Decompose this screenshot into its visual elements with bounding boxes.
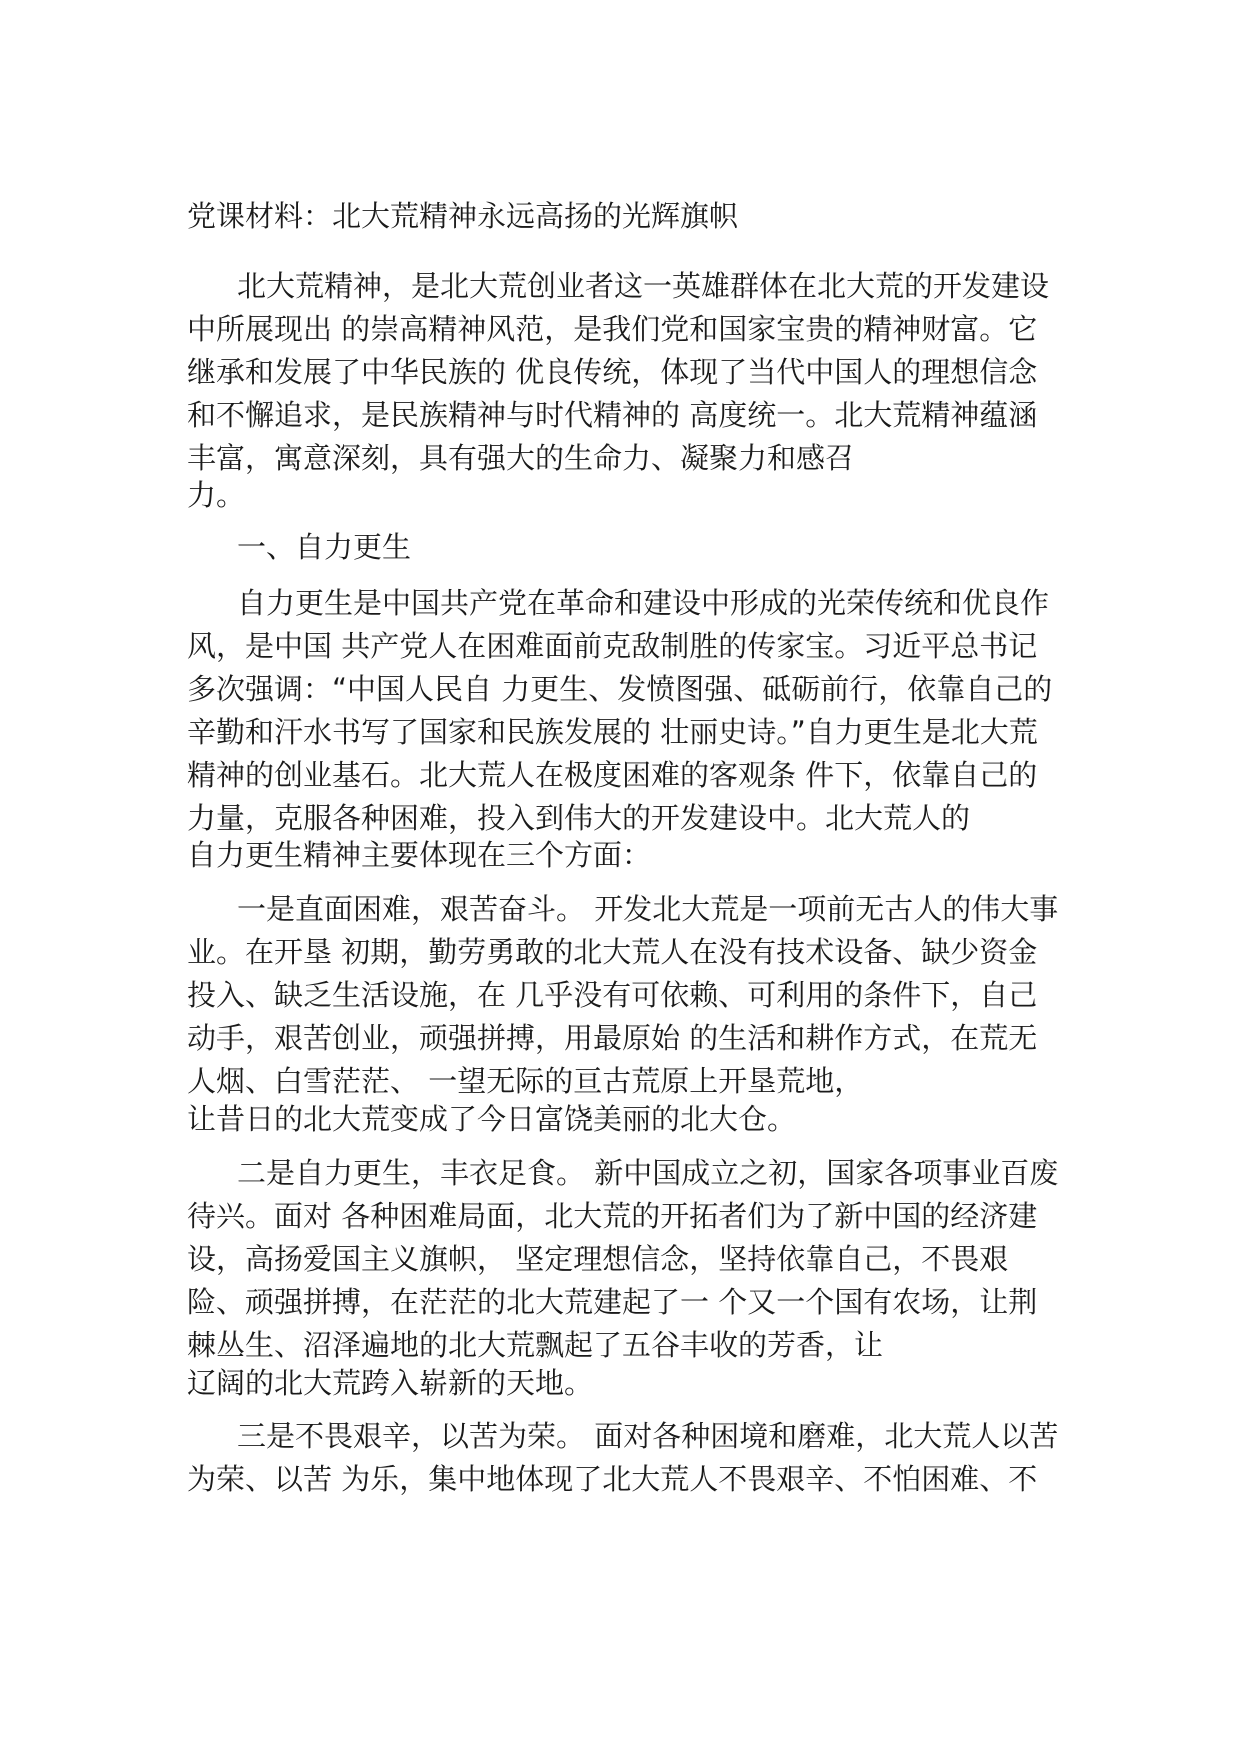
text-line: 让昔日的北大荒变成了今日富饶美丽的北大仓。 <box>187 1102 797 1136</box>
section1-paragraph-tail <box>187 834 1067 877</box>
text-line: 一是直面困难，艰苦奋斗。 开发北大荒是一项前无古人的伟大事 <box>237 892 1059 926</box>
point1-paragraph <box>187 888 1067 1103</box>
text-line: 棘丛生、沼泽遍地的北大荒飘起了五谷丰收的芳香，让 <box>187 1328 884 1362</box>
section1-paragraph <box>187 582 1067 840</box>
text-line: 投入、缺乏生活设施，在 几乎没有可依赖、可利用的条件下，自己 <box>187 978 1038 1012</box>
text-line: 待兴。面对 各种困难局面，北大荒的开拓者们为了新中国的经济建 <box>187 1199 1038 1233</box>
point3-paragraph <box>187 1415 1067 1501</box>
text-line: 力。 <box>187 478 246 512</box>
text-line: 和不懈追求，是民族精神与时代精神的 高度统一。北大荒精神蕴涵 <box>187 398 1038 432</box>
text-line: 自力更生精神主要体现在三个方面： <box>187 838 652 872</box>
intro-paragraph-tail <box>187 474 1067 517</box>
text-line: 中所展现出 的崇高精神风范，是我们党和国家宝贵的精神财富。它 <box>187 312 1038 346</box>
text-line: 设，高扬爱国主义旗帜， 坚定理想信念，坚持依靠自己，不畏艰 <box>187 1242 1009 1276</box>
text-line: 动手，艰苦创业，顽强拼搏，用最原始 的生活和耕作方式，在荒无 <box>187 1021 1038 1055</box>
text-line: 业。在开垦 初期，勤劳勇敢的北大荒人在没有技术设备、缺少资金 <box>187 935 1038 969</box>
text-line: 北大荒精神，是北大荒创业者这一英雄群体在北大荒的开发建设 <box>237 269 1050 303</box>
text-line: 辛勤和汗水书写了国家和民族发展的 壮丽史诗。”自力更生是北大荒 <box>187 715 1038 749</box>
text-line: 继承和发展了中华民族的 优良传统，体现了当代中国人的理想信念 <box>187 355 1038 389</box>
text-line: 三是不畏艰辛，以苦为荣。 面对各种困境和磨难，北大荒人以苦 <box>237 1419 1059 1453</box>
point1-paragraph-tail <box>187 1098 1067 1141</box>
text-line: 多次强调：“中国人民自 力更生、发愤图强、砥砺前行，依靠自己的 <box>187 672 1053 706</box>
text-line: 为荣、以苦 为乐，集中地体现了北大荒人不畏艰辛、不怕困难、不 <box>187 1462 1038 1496</box>
document-title: 党课材料：北大荒精神永远高扬的光辉旗帜 <box>187 199 739 233</box>
text-line: 人烟、白雪茫茫、 一望无际的亘古荒原上开垦荒地， <box>187 1064 864 1098</box>
text-line: 险、顽强拼搏，在茫茫的北大荒建起了一 个又一个国有农场，让荆 <box>187 1285 1038 1319</box>
text-line: 自力更生是中国共产党在革命和建设中形成的光荣传统和优良作 <box>237 586 1050 620</box>
point2-paragraph-tail <box>187 1362 1067 1405</box>
point2-paragraph <box>187 1152 1067 1367</box>
text-line: 二是自力更生，丰衣足食。 新中国成立之初，国家各项事业百废 <box>237 1156 1059 1190</box>
text-line: 力量，克服各种困难，投入到伟大的开发建设中。北大荒人的 <box>187 801 971 835</box>
text-line: 辽阔的北大荒跨入崭新的天地。 <box>187 1366 594 1400</box>
text-line: 丰富，寓意深刻，具有强大的生命力、凝聚力和感召 <box>187 441 855 475</box>
text-line: 精神的创业基石。北大荒人在极度困难的客观条 件下，依靠自己的 <box>187 758 1038 792</box>
section-heading: 一、自力更生 <box>237 530 412 564</box>
intro-paragraph <box>187 265 1067 480</box>
text-line: 风，是中国 共产党人在困难面前克敌制胜的传家宝。习近平总书记 <box>187 629 1038 663</box>
